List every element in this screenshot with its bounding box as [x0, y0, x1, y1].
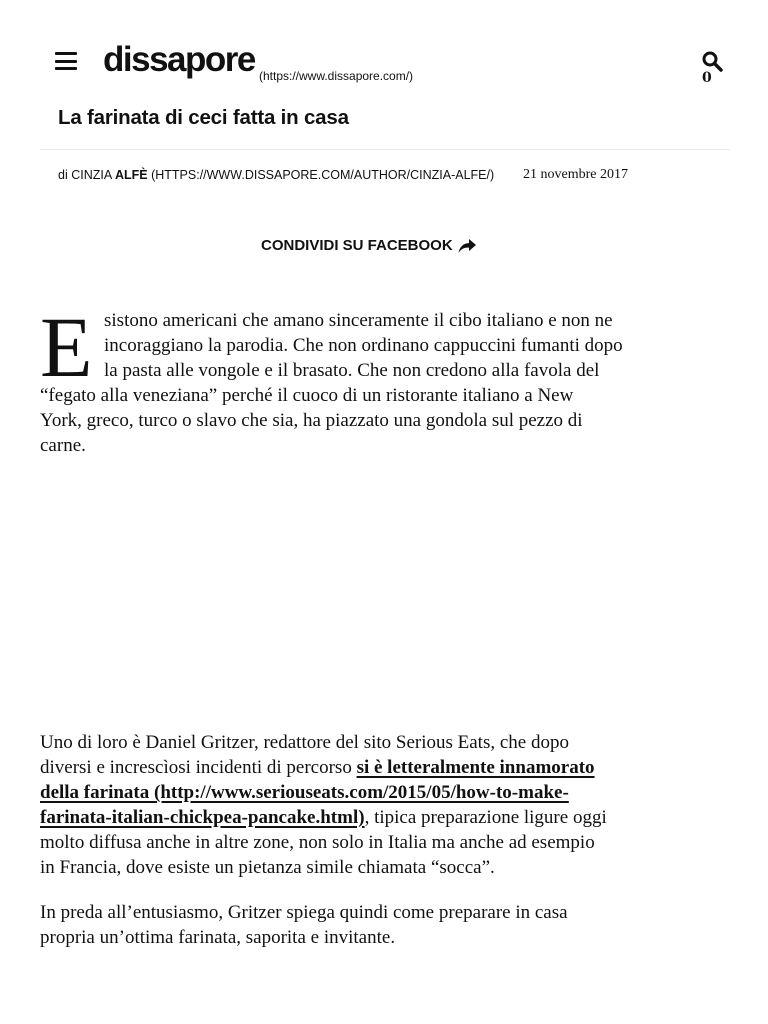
paragraph-line: propria un’ottima farinata, saporita e invitante. — [40, 927, 396, 948]
share-label: CONDIVIDI SU FACEBOOK — [261, 237, 453, 254]
publish-date: 21 novembre 2017 — [523, 167, 628, 182]
share-facebook-button[interactable] — [261, 237, 476, 254]
byline — [58, 168, 494, 182]
article-paragraph-1 — [40, 299, 730, 458]
paragraph-line: in Francia, dove esiste un pietanza simile chiamata “socca”. — [40, 857, 495, 878]
site-logo[interactable]: dissapore — [103, 40, 255, 79]
paragraph-line: sistono americani che amano sinceramente il cibo italiano e non ne — [104, 310, 613, 331]
serious-eats-link[interactable]: si è letteralmente innamorato — [356, 757, 595, 778]
paragraph-line — [40, 780, 730, 805]
page-title: La farinata di ceci fatta in casa — [58, 106, 349, 129]
paragraph-line: “fegato alla veneziana” perché il cuoco di un ristorante italiano a New — [40, 385, 574, 406]
paragraph-text: diversi e increscìosi incidenti di percorso — [40, 757, 357, 778]
paragraph-line: York, greco, turco o slavo che sia, ha piazzato una gondola sul pezzo di — [40, 410, 583, 431]
paragraph-line: molto diffusa anche in altre zone, non solo in Italia ma anche ad esempio — [40, 832, 595, 853]
paragraph-line: In preda all’entusiasmo, Gritzer spiega quindi come preparare in casa — [40, 902, 568, 923]
search-count: 0 — [702, 70, 712, 86]
author-url[interactable]: (HTTPS://WWW.DISSAPORE.COM/AUTHOR/CINZIA-ALFE/) — [147, 168, 495, 182]
byline-prefix: di CINZIA — [58, 168, 115, 182]
paragraph-line — [40, 805, 730, 830]
author-link[interactable]: ALFÈ — [114, 168, 148, 182]
logo-url-text[interactable]: (https://www.dissapore.com/) — [259, 69, 414, 83]
paragraph-line: carne. — [40, 435, 86, 456]
serious-eats-link[interactable]: farinata-italian-chickpea-pancake.html) — [40, 807, 365, 828]
header-divider — [40, 149, 730, 150]
paragraph-line — [40, 755, 730, 780]
paragraph-line: Uno di loro è Daniel Gritzer, redattore del sito Serious Eats, che dopo — [40, 732, 569, 753]
paragraph-line: la pasta alle vongole e il brasato. Che non credono alla favola del — [104, 360, 600, 381]
article-paragraph-2 — [40, 730, 730, 880]
menu-icon[interactable] — [55, 52, 77, 70]
serious-eats-link[interactable]: della farinata (http://www.seriouseats.com/2015/05/how-to-make- — [40, 782, 569, 803]
search-icon[interactable] — [701, 50, 723, 72]
share-arrow-icon — [458, 239, 476, 253]
paragraph-line: incoraggiano la parodia. Che non ordinano cappuccini fumanti dopo — [104, 335, 623, 356]
drop-cap: E — [40, 299, 93, 395]
article-paragraph-3 — [40, 900, 730, 950]
paragraph-text: , tipica preparazione ligure oggi — [364, 807, 607, 828]
